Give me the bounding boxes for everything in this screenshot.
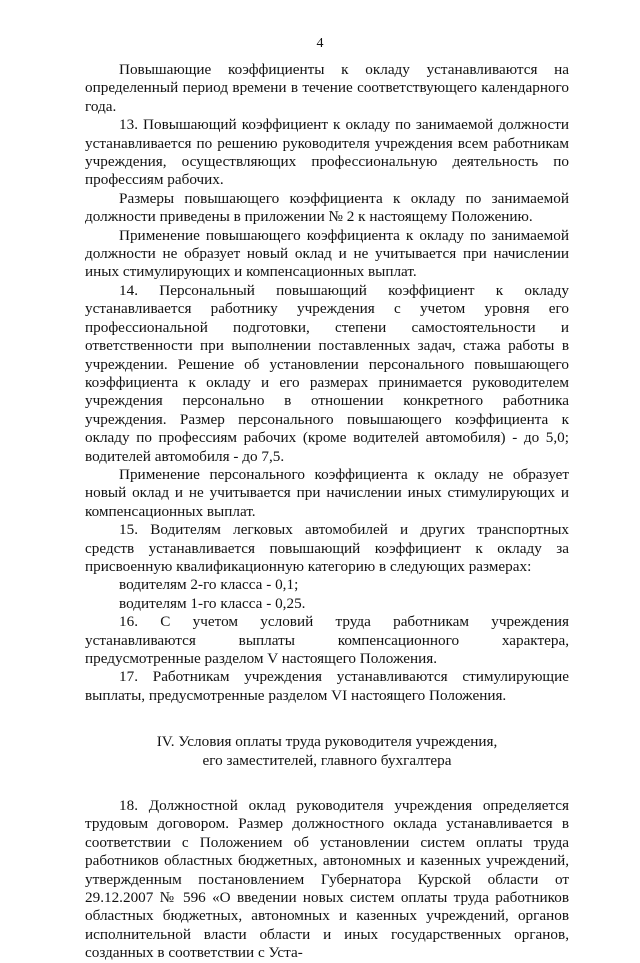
paragraph-item-14: 14. Персональный повышающий коэффициент к окладу устанавливается работнику учреждения с учетом уровня его профессиональной подготовки, степени самостоятельности и ответственности при выполнении поставленных задач, стажа работы в учреждении. Решение об установлении персонального повышающего коэффициента к окладу и его размерах принимается руководителем учреждения персонально в отношении конкретного работника учреждения. Размер персонального повышающего коэффициента к окладу по профессиям рабочих (кроме водителей автомобиля) - до 5,0; водителей автомобиля - до 7,5.	[85, 281, 569, 465]
paragraph-coefficient-sizes: Размеры повышающего коэффициента к окладу по занимаемой должности приведены в приложении № 2 к настоящему Положению.	[85, 189, 569, 226]
document-body	[85, 61, 569, 963]
paragraph-item-15: 15. Водителям легковых автомобилей и других транспортных средств устанавливается повышающий коэффициент к окладу за присвоенную квалификационную категорию в следующих размерах:	[85, 521, 569, 575]
list-item-class-2-drivers: водителям 2-го класса - 0,1;	[119, 576, 299, 594]
page-number: 4	[316, 36, 324, 51]
paragraph-item-16: 16. С учетом условий труда работникам учреждения устанавливаются выплаты компенсационного характера, предусмотренные разделом V настоящего Положения.	[85, 613, 569, 667]
list-item-class-1-drivers: водителям 1-го класса - 0,25.	[119, 594, 306, 612]
section-heading-line-2: его заместителей, главного бухгалтера	[202, 751, 452, 769]
paragraph-item-13: 13. Повышающий коэффициент к окладу по занимаемой должности устанавливается по решению руководителя учреждения всем работникам учреждения, осуществляющих профессиональную деятельность по профессиям рабочих.	[85, 116, 569, 189]
paragraph-personal-coefficient-application: Применение персонального коэффициента к окладу не образует новый оклад и не учитывается при начислении иных стимулирующих и компенсационных выплат.	[85, 465, 569, 520]
paragraph-coefficient-application: Применение повышающего коэффициента к окладу по занимаемой должности не образует новый оклад и не учитывается при начислении иных стимулирующих и компенсационных выплат.	[85, 226, 569, 281]
section-heading-line-1: IV. Условия оплаты труда руководителя учреждения,	[156, 733, 498, 751]
paragraph-item-18: 18. Должностной оклад руководителя учреждения определяется трудовым договором. Размер должностного оклада устанавливается в соответствии с Положением об установлении систем оплаты труда работников областных бюджетных, автономных и казенных учреждений, утвержденным постановлением Губернатора Курской области от 29.12.2007 № 596 «О введении новых систем оплаты труда работников областных бюджетных, автономных и казенных учреждений, органов исполнительной власти области и иных государственных органов, созданных в соответствии с Уста-	[85, 797, 569, 962]
paragraph-item-17: 17. Работникам учреждения устанавливаются стимулирующие выплаты, предусмотренные разделом VI настоящего Положения.	[85, 668, 569, 704]
paragraph-coefficients-period: Повышающие коэффициенты к окладу устанавливаются на определенный период времени в течение соответствующего календарного года.	[85, 61, 569, 115]
section-heading-iv	[85, 733, 569, 770]
